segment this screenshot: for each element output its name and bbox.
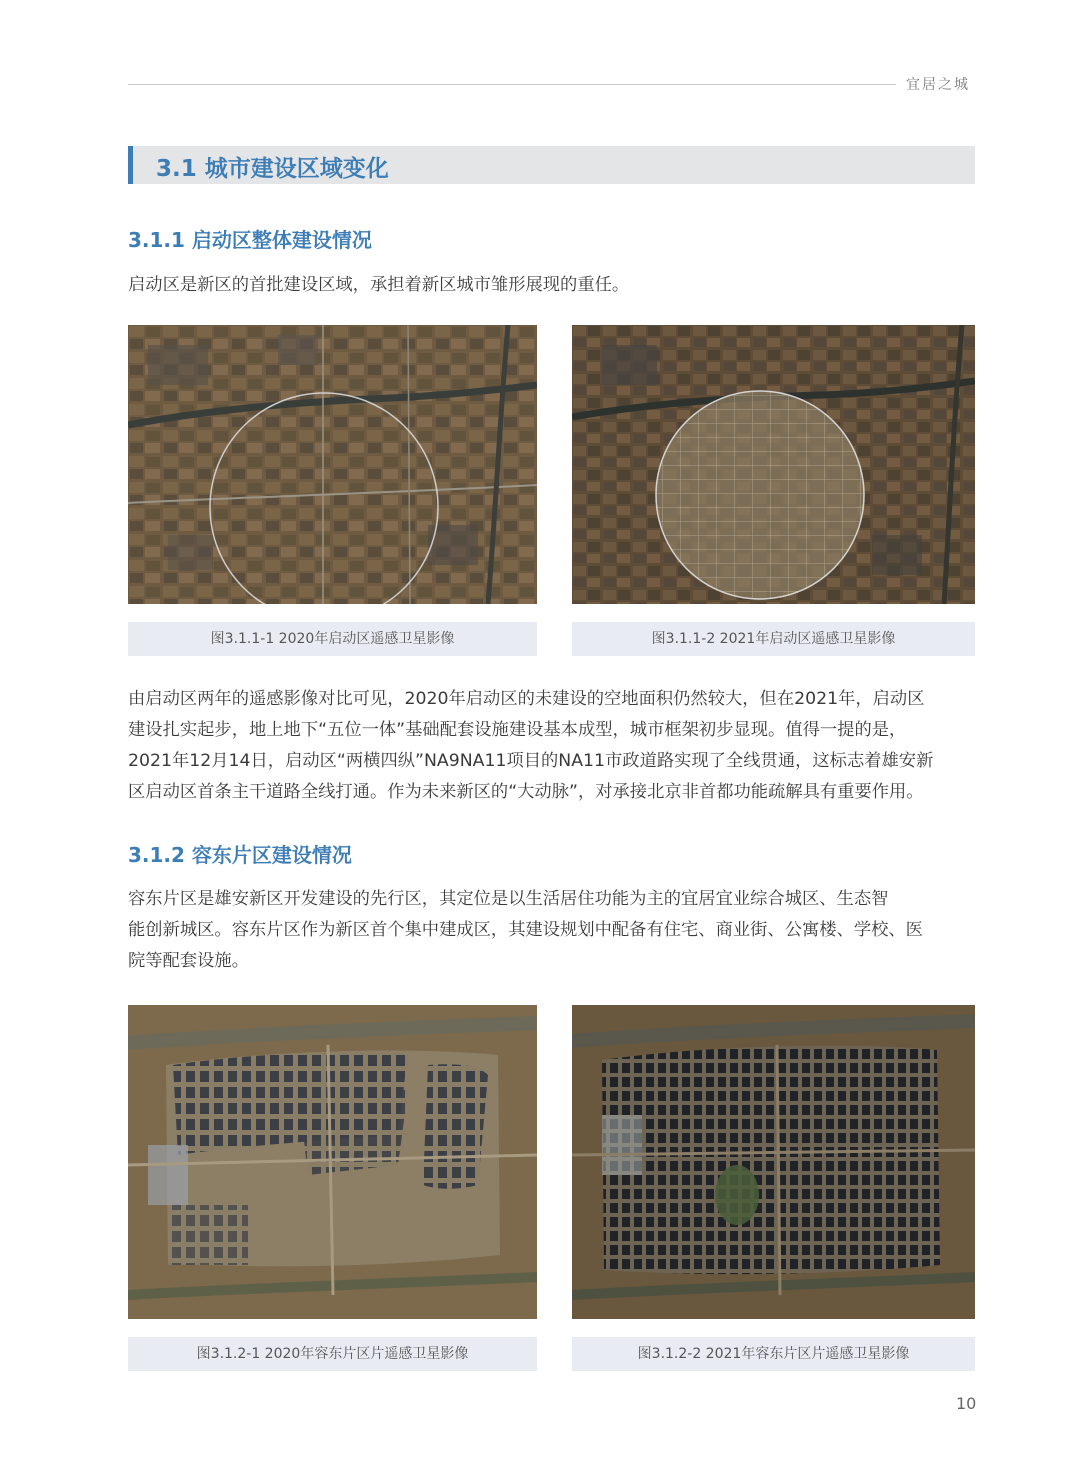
- figure-caption-3-1-2-2: 图3.1.2-2 2021年容东片区片遥感卫星影像: [572, 1337, 975, 1371]
- header-rule: [128, 84, 896, 85]
- satellite-image-2020-launch-area: [128, 325, 537, 604]
- figure-caption-3-1-1-2: 图3.1.1-2 2021年启动区遥感卫星影像: [572, 622, 975, 656]
- body-line: 容东片区是雄安新区开发建设的先行区，其定位是以生活居住功能为主的宜居宜业综合城区、生态智: [128, 889, 889, 909]
- body-line: 区启动区首条主干道路全线打通。作为未来新区的“大动脉”，对承接北京非首都功能疏解具有重要作用。: [128, 782, 924, 802]
- subsection-1-body: [128, 684, 976, 808]
- subsection-2-body: [128, 884, 976, 977]
- satellite-image-2020-rongdong: [128, 1005, 537, 1319]
- subsection-title-2: 3.1.2 容东片区建设情况: [128, 843, 352, 867]
- running-header: 宜居之城: [906, 77, 970, 93]
- section-title: 3.1 城市建设区域变化: [156, 156, 389, 182]
- subsection-1-intro: 启动区是新区的首批建设区域，承担着新区城市雏形展现的重任。: [128, 275, 630, 295]
- page-number: 10: [956, 1394, 977, 1413]
- figure-caption-3-1-1-1: 图3.1.1-1 2020年启动区遥感卫星影像: [128, 622, 537, 656]
- section-heading-bar: [128, 146, 975, 184]
- satellite-image-2021-rongdong: [572, 1005, 975, 1319]
- section-accent-stripe: [128, 146, 133, 184]
- satellite-image-2021-launch-area: [572, 325, 975, 604]
- body-line: 院等配套设施。: [128, 951, 249, 971]
- body-line: 由启动区两年的遥感影像对比可见，2020年启动区的未建设的空地面积仍然较大，但在2021年，启动区: [128, 689, 925, 709]
- body-line: 2021年12月14日，启动区“两横四纵”NA9NA11项目的NA11市政道路实现了全线贯通，这标志着雄安新: [128, 751, 934, 771]
- body-line: 建设扎实起步，地上地下“五位一体”基础配套设施建设基本成型，城市框架初步显现。值得一提的是，: [128, 720, 907, 740]
- figure-caption-3-1-2-1: 图3.1.2-1 2020年容东片区片遥感卫星影像: [128, 1337, 537, 1371]
- body-line: 能创新城区。容东片区作为新区首个集中建成区，其建设规划中配备有住宅、商业街、公寓楼、学校、医: [128, 920, 923, 940]
- subsection-title-1: 3.1.1 启动区整体建设情况: [128, 228, 372, 252]
